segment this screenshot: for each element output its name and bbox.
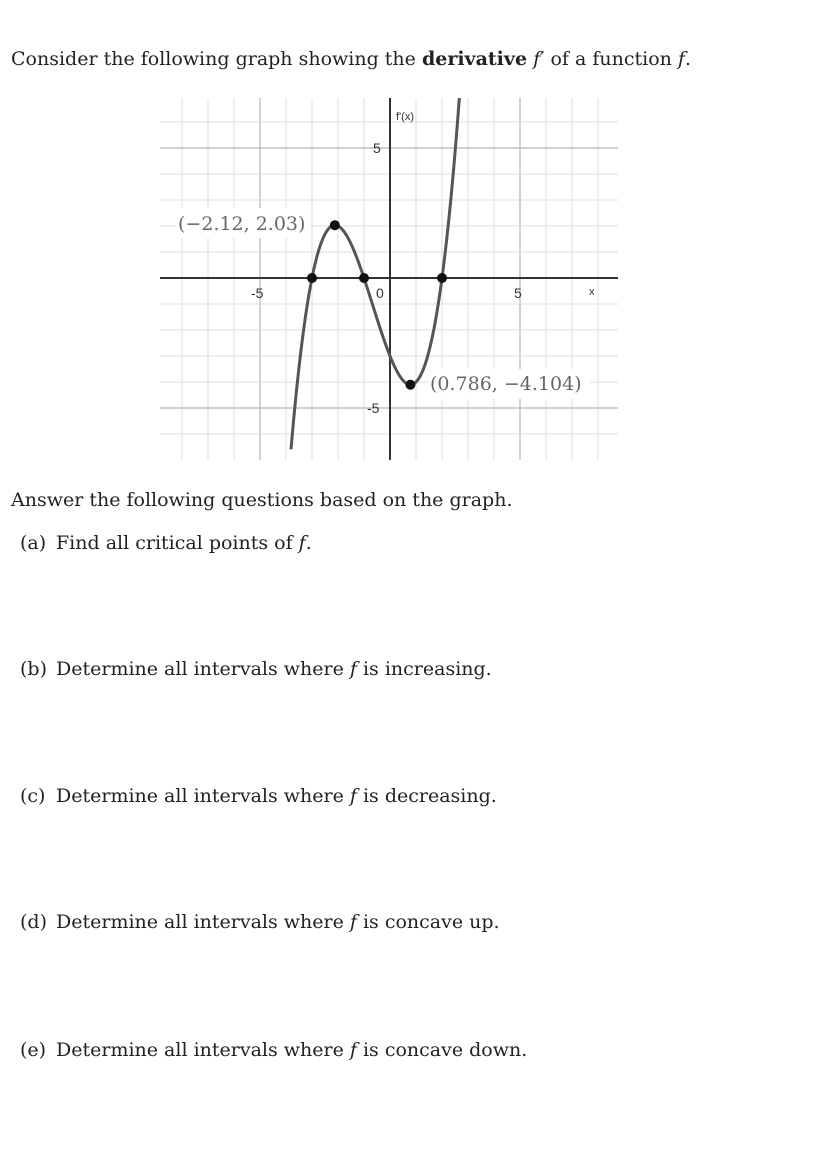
question-b bbox=[20, 658, 492, 680]
question-text: Determine all intervals where bbox=[56, 785, 350, 807]
intro-fprime: f′ bbox=[527, 48, 545, 70]
question-var: f bbox=[349, 658, 357, 680]
graph-point-0 bbox=[307, 273, 317, 283]
question-a bbox=[20, 532, 312, 554]
problem-intro bbox=[11, 48, 691, 70]
question-c bbox=[20, 785, 497, 807]
question-label: (c) bbox=[20, 785, 46, 807]
axes bbox=[160, 98, 618, 460]
x-axis-label: x bbox=[589, 286, 595, 298]
x-tick-neg5: -5 bbox=[251, 285, 264, 301]
question-label: (d) bbox=[20, 911, 47, 933]
question-text-end: is concave up. bbox=[356, 911, 500, 933]
graph-point-1 bbox=[330, 220, 340, 230]
intro-text-3: of a function bbox=[544, 48, 678, 70]
intro-bold-derivative: derivative bbox=[421, 48, 528, 70]
graph-point-4 bbox=[437, 273, 447, 283]
y-tick-neg5: -5 bbox=[367, 400, 380, 416]
question-var: f bbox=[349, 785, 357, 807]
question-var: f bbox=[349, 1039, 357, 1061]
answer-lead: Answer the following questions based on the graph. bbox=[11, 489, 513, 511]
x-tick-0: 0 bbox=[376, 285, 384, 301]
y-tick-5: 5 bbox=[373, 140, 381, 156]
question-d bbox=[20, 911, 500, 933]
question-text: Determine all intervals where bbox=[56, 658, 350, 680]
x-tick-5: 5 bbox=[514, 285, 522, 301]
question-var: f bbox=[298, 532, 306, 554]
question-text-end: is concave down. bbox=[356, 1039, 528, 1061]
graph-point-3 bbox=[405, 380, 415, 390]
question-label: (b) bbox=[20, 658, 47, 680]
question-e bbox=[20, 1039, 527, 1061]
intro-text-1: Consider the following graph showing the bbox=[11, 48, 422, 70]
question-text: Find all critical points of bbox=[56, 532, 299, 554]
question-label: (a) bbox=[20, 532, 47, 554]
annotation-local-min: (0.786, −4.104) bbox=[430, 373, 582, 395]
y-axis-label: f'(x) bbox=[396, 111, 414, 123]
question-label: (e) bbox=[20, 1039, 47, 1061]
question-text: Determine all intervals where bbox=[56, 1039, 350, 1061]
question-var: f bbox=[349, 911, 357, 933]
question-text-end: . bbox=[305, 532, 312, 554]
question-text: Determine all intervals where bbox=[56, 911, 350, 933]
derivative-graph bbox=[160, 98, 618, 460]
intro-text-5: . bbox=[684, 48, 692, 70]
question-text-end: is decreasing. bbox=[356, 785, 497, 807]
intro-f: f bbox=[677, 48, 685, 70]
annotation-local-max: (−2.12, 2.03) bbox=[178, 213, 306, 235]
question-text-end: is increasing. bbox=[356, 658, 492, 680]
graph-point-2 bbox=[359, 273, 369, 283]
